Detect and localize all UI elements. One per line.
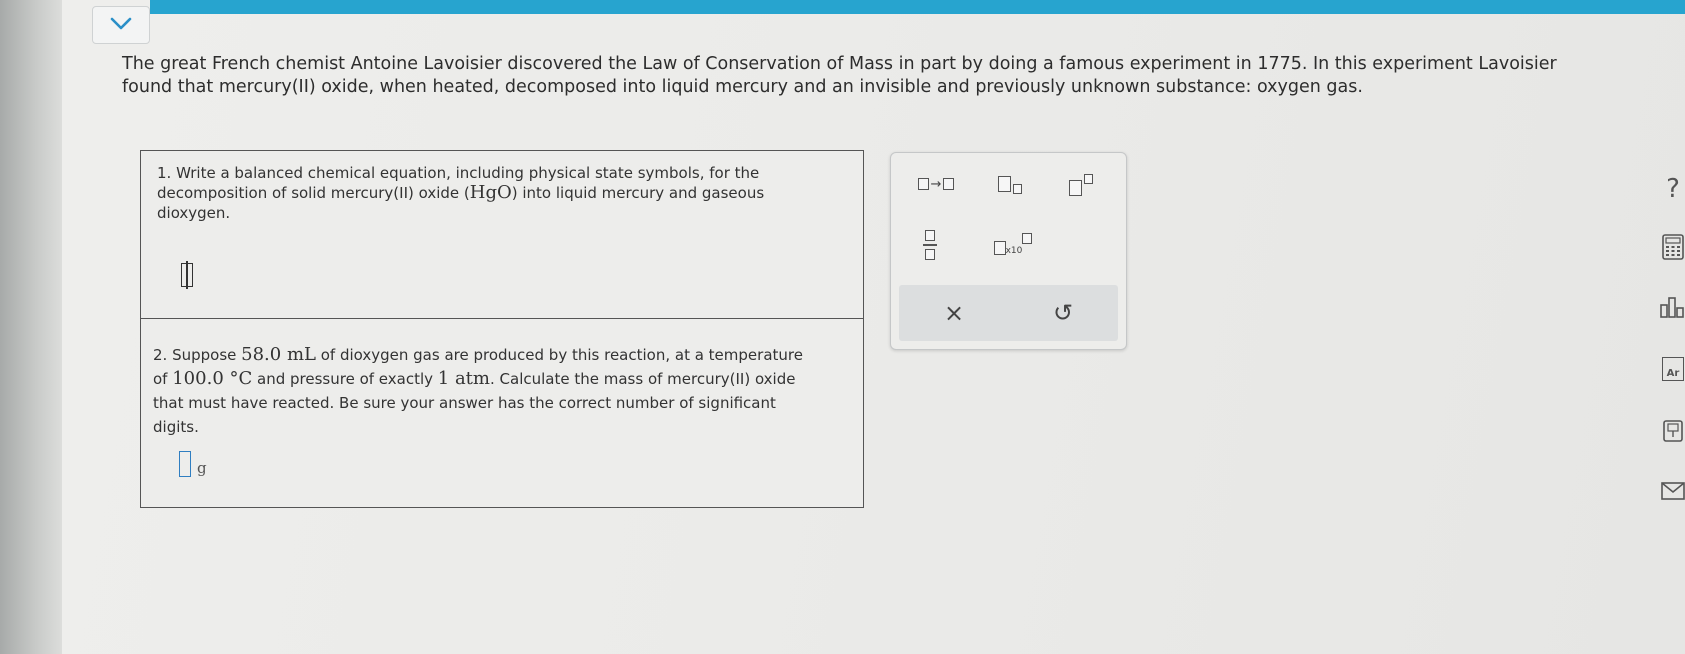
help-button[interactable]	[1658, 174, 1685, 204]
pressure-value: 1 atm	[437, 368, 490, 389]
subscript-box-icon	[1013, 184, 1022, 194]
top-accent-bar	[150, 0, 1685, 14]
palette-footer	[899, 285, 1118, 341]
equation-palette	[890, 152, 1127, 350]
reference-icon	[1661, 419, 1685, 443]
fraction-button[interactable]	[905, 223, 955, 267]
data-button[interactable]	[1658, 292, 1685, 322]
mass-unit: g	[197, 459, 207, 477]
formula-hgo: HgO	[469, 182, 512, 203]
collapse-button[interactable]	[92, 6, 150, 44]
question-1-text: 1. Write a balanced chemical equation, including physical state symbols, for the decomposition of solid mercury(II) oxide (HgO) into liquid mercury and gaseous dioxygen.	[157, 164, 765, 222]
superscript-box-icon	[1084, 174, 1093, 184]
question-table	[140, 150, 864, 508]
chevron-down-icon	[109, 16, 133, 35]
question-mark-icon: ?	[1666, 174, 1680, 204]
periodic-table-button[interactable]	[1658, 354, 1685, 384]
superscript-button[interactable]	[1056, 167, 1106, 201]
temperature-value: 100.0 °C	[172, 368, 253, 389]
box-icon	[1069, 180, 1082, 196]
question-2	[141, 319, 863, 507]
question-1	[141, 151, 863, 319]
volume-value: 58.0 mL	[241, 344, 316, 365]
fraction-bar-icon	[923, 244, 937, 245]
numerator-box-icon	[925, 230, 935, 241]
periodic-table-icon: Ar	[1662, 357, 1684, 381]
undo-button[interactable]	[1013, 285, 1113, 341]
clear-button[interactable]	[904, 285, 1004, 341]
scientific-notation-button[interactable]	[983, 223, 1043, 267]
arrow-icon: →	[930, 176, 942, 192]
calculator-button[interactable]	[1658, 232, 1685, 262]
calculator-icon	[1661, 234, 1685, 260]
box-icon	[994, 241, 1006, 255]
undo-icon: ↺	[1052, 299, 1074, 327]
close-icon: ×	[943, 299, 965, 327]
mass-input[interactable]	[179, 451, 191, 477]
equation-input[interactable]	[181, 263, 193, 287]
exponent-box-icon	[1022, 233, 1032, 244]
mail-icon	[1660, 481, 1685, 501]
mass-answer	[179, 451, 207, 477]
intro-text: The great French chemist Antoine Lavoisier discovered the Law of Conservation of Mass in part by doing a famous experiment in 1775. In this experiment Lavoisier found that mercury(II) oxide, when heated, decomposed into liquid mercury and an invisible and previously unknown substance: oxygen gas.	[122, 54, 1557, 97]
denominator-box-icon	[925, 249, 935, 260]
subscript-button[interactable]	[985, 167, 1035, 201]
box-icon	[998, 176, 1011, 192]
box-icon	[943, 178, 954, 190]
reaction-arrow-button[interactable]	[901, 167, 971, 201]
box-icon	[918, 178, 929, 190]
bar-chart-icon	[1659, 295, 1685, 319]
x10-label: x10	[1005, 246, 1023, 256]
message-button[interactable]	[1658, 476, 1685, 506]
question-2-text: 2. Suppose 58.0 mL of dioxygen gas are produced by this reaction, at a temperature of 100.0 °C and pressure of exactly 1 atm. Calculate the mass of mercury(II) oxide that must have reacted. Be sure your answer has the correct number of significant digits.	[153, 344, 803, 436]
reference-button[interactable]	[1658, 416, 1685, 446]
screen-bezel	[0, 0, 62, 654]
